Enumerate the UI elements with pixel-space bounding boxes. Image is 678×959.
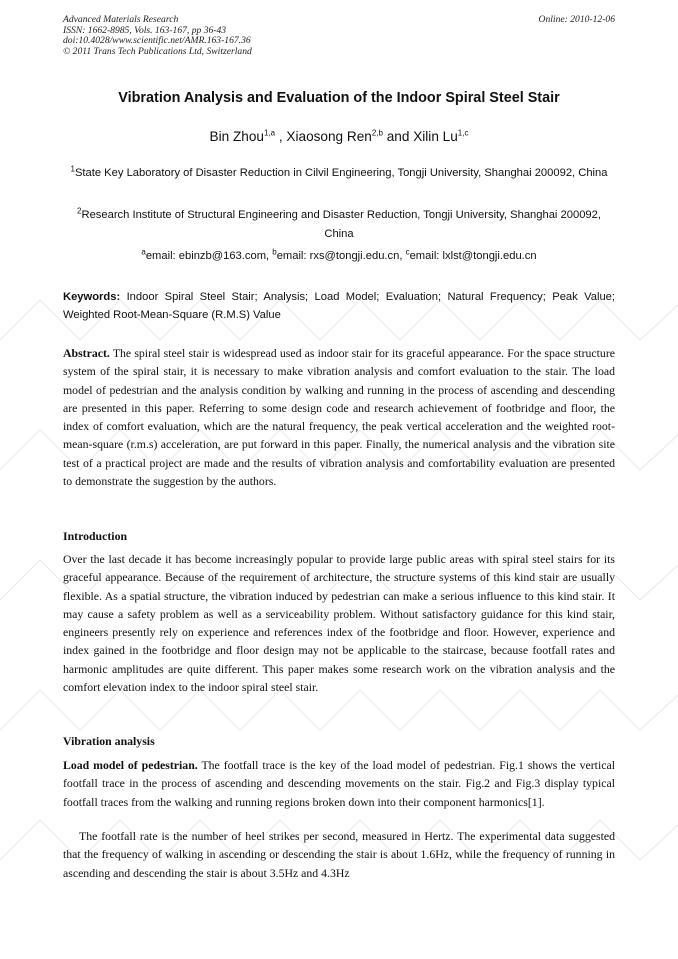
affiliation-mark: 1 <box>70 164 75 174</box>
load-model-text: The footfall trace is the key of the load model of pedestrian. Fig.1 shows the vertical footfall trace in the process of ascending and descending movements on the stair. Fig.2 and Fig.3 display typical footfall traces from the walking and running regions broken down into their component harmonics[1]. <box>63 758 615 809</box>
keywords <box>63 288 615 324</box>
abstract <box>63 344 615 490</box>
paper-title: Vibration Analysis and Evaluation of the Indoor Spiral Steel Stair <box>118 90 560 106</box>
email-link[interactable]: email: ebinzb@163.com, <box>145 250 270 262</box>
section-heading-introduction: Introduction <box>63 529 128 543</box>
affiliation <box>63 164 615 183</box>
doi-line: doi:10.4028/www.scientific.net/AMR.163-167.36 <box>63 35 251 47</box>
journal-header <box>63 15 615 57</box>
section-heading-vibration-analysis: Vibration analysis <box>63 734 155 748</box>
author-separator: and <box>382 129 414 144</box>
affiliation-mark: 2 <box>77 206 82 216</box>
email-list <box>40 247 638 262</box>
load-model-paragraph <box>63 756 615 811</box>
author-affil-mark: 2,b <box>371 128 383 138</box>
online-date: Online: 2010-12-06 <box>538 14 615 25</box>
author-name: Xilin Lu <box>413 129 458 144</box>
footfall-paragraph: The footfall rate is the number of heel strikes per second, measured in Hertz. The experimental data suggested that the frequency of walking in ascending or descending the stair is about 1.6Hz, while the frequency of running in ascending and descending the stair is about 3.5Hz and 4.3Hz <box>63 829 615 880</box>
email-mark: b <box>272 247 277 257</box>
author-affil-mark: 1,c <box>457 128 469 138</box>
copyright-line: © 2011 Trans Tech Publications Ltd, Switzerland <box>63 45 252 57</box>
keywords-label: Keywords: <box>63 291 121 303</box>
affiliation-text: Research Institute of Structural Engineering and Disaster Reduction, Tongji University, Shanghai 200092, China <box>81 209 601 240</box>
email-mark: c <box>405 247 410 257</box>
author-name: Bin Zhou <box>209 129 264 144</box>
author-separator: , <box>275 129 287 144</box>
introduction-paragraph: Over the last decade it has become increasingly popular to provide large public areas with spiral steel stairs for its graceful appearance. Because of the requirement of architecture, the structure systems of this kind stair are usually flexible. As a spatial structure, the vibration induced by pedestrian can make a serious influence to this kind stair. It may cause a safety problem as well as a serviceability problem. Without satisfactory guidance for this kind stair, engineers presently rely on experience and references index of the footbridge and floor. However, experience and index gained in the footbridge and floor design may not be applicable to the staircase, because footfall rates and harmonic amplitudes are quite different. This paper makes some research work on the vibration analysis and the comfort elevation index to the indoor spiral steel stair. <box>63 552 615 695</box>
author-name: Xiaosong Ren <box>286 129 372 144</box>
author-affil-mark: 1,a <box>263 128 276 138</box>
author-list <box>40 129 638 144</box>
abstract-label: Abstract. <box>63 346 110 360</box>
email-mark: a <box>141 247 146 257</box>
load-model-label: Load model of pedestrian. <box>63 758 198 772</box>
keywords-text: Indoor Spiral Steel Stair; Analysis; Load Model; Evaluation; Natural Frequency; Peak Value; Weighted Root-Mean-Square (R.M.S) Value <box>63 291 615 321</box>
affiliation-text: State Key Laboratory of Disaster Reduction in Cilvil Engineering, Tongji University, Shanghai 200092, China <box>74 167 608 179</box>
journal-name: Advanced Materials Research <box>63 14 179 25</box>
email-link[interactable]: email: lxlst@tongji.edu.cn <box>409 250 537 262</box>
abstract-text: The spiral steel stair is widespread used as indoor stair for its graceful appearance. For the space structure system of the spiral stair, it is necessary to make vibration analysis and comfort evaluation to the stair. The load model of pedestrian and the analysis condition by walking and running in the process of ascending and descending are presented in this paper. Referring to some design code and research achievement of footbridge and floor, the index of comfort evaluation, which are the natural frequency, the peak vertical acceleration and the weighted root-mean-square (r.m.s) acceleration, are put forward in this paper. Finally, the numerical analysis and the vibration site test of a practical project are made and the results of vibration analysis and comfortability evaluation are presented to demonstrate the suggestion by the authors. <box>63 346 615 489</box>
email-link[interactable]: email: rxs@tongji.edu.cn, <box>276 250 403 262</box>
issn-line: ISSN: 1662-8985, Vols. 163-167, pp 36-43 <box>63 24 227 36</box>
affiliation <box>63 206 615 244</box>
